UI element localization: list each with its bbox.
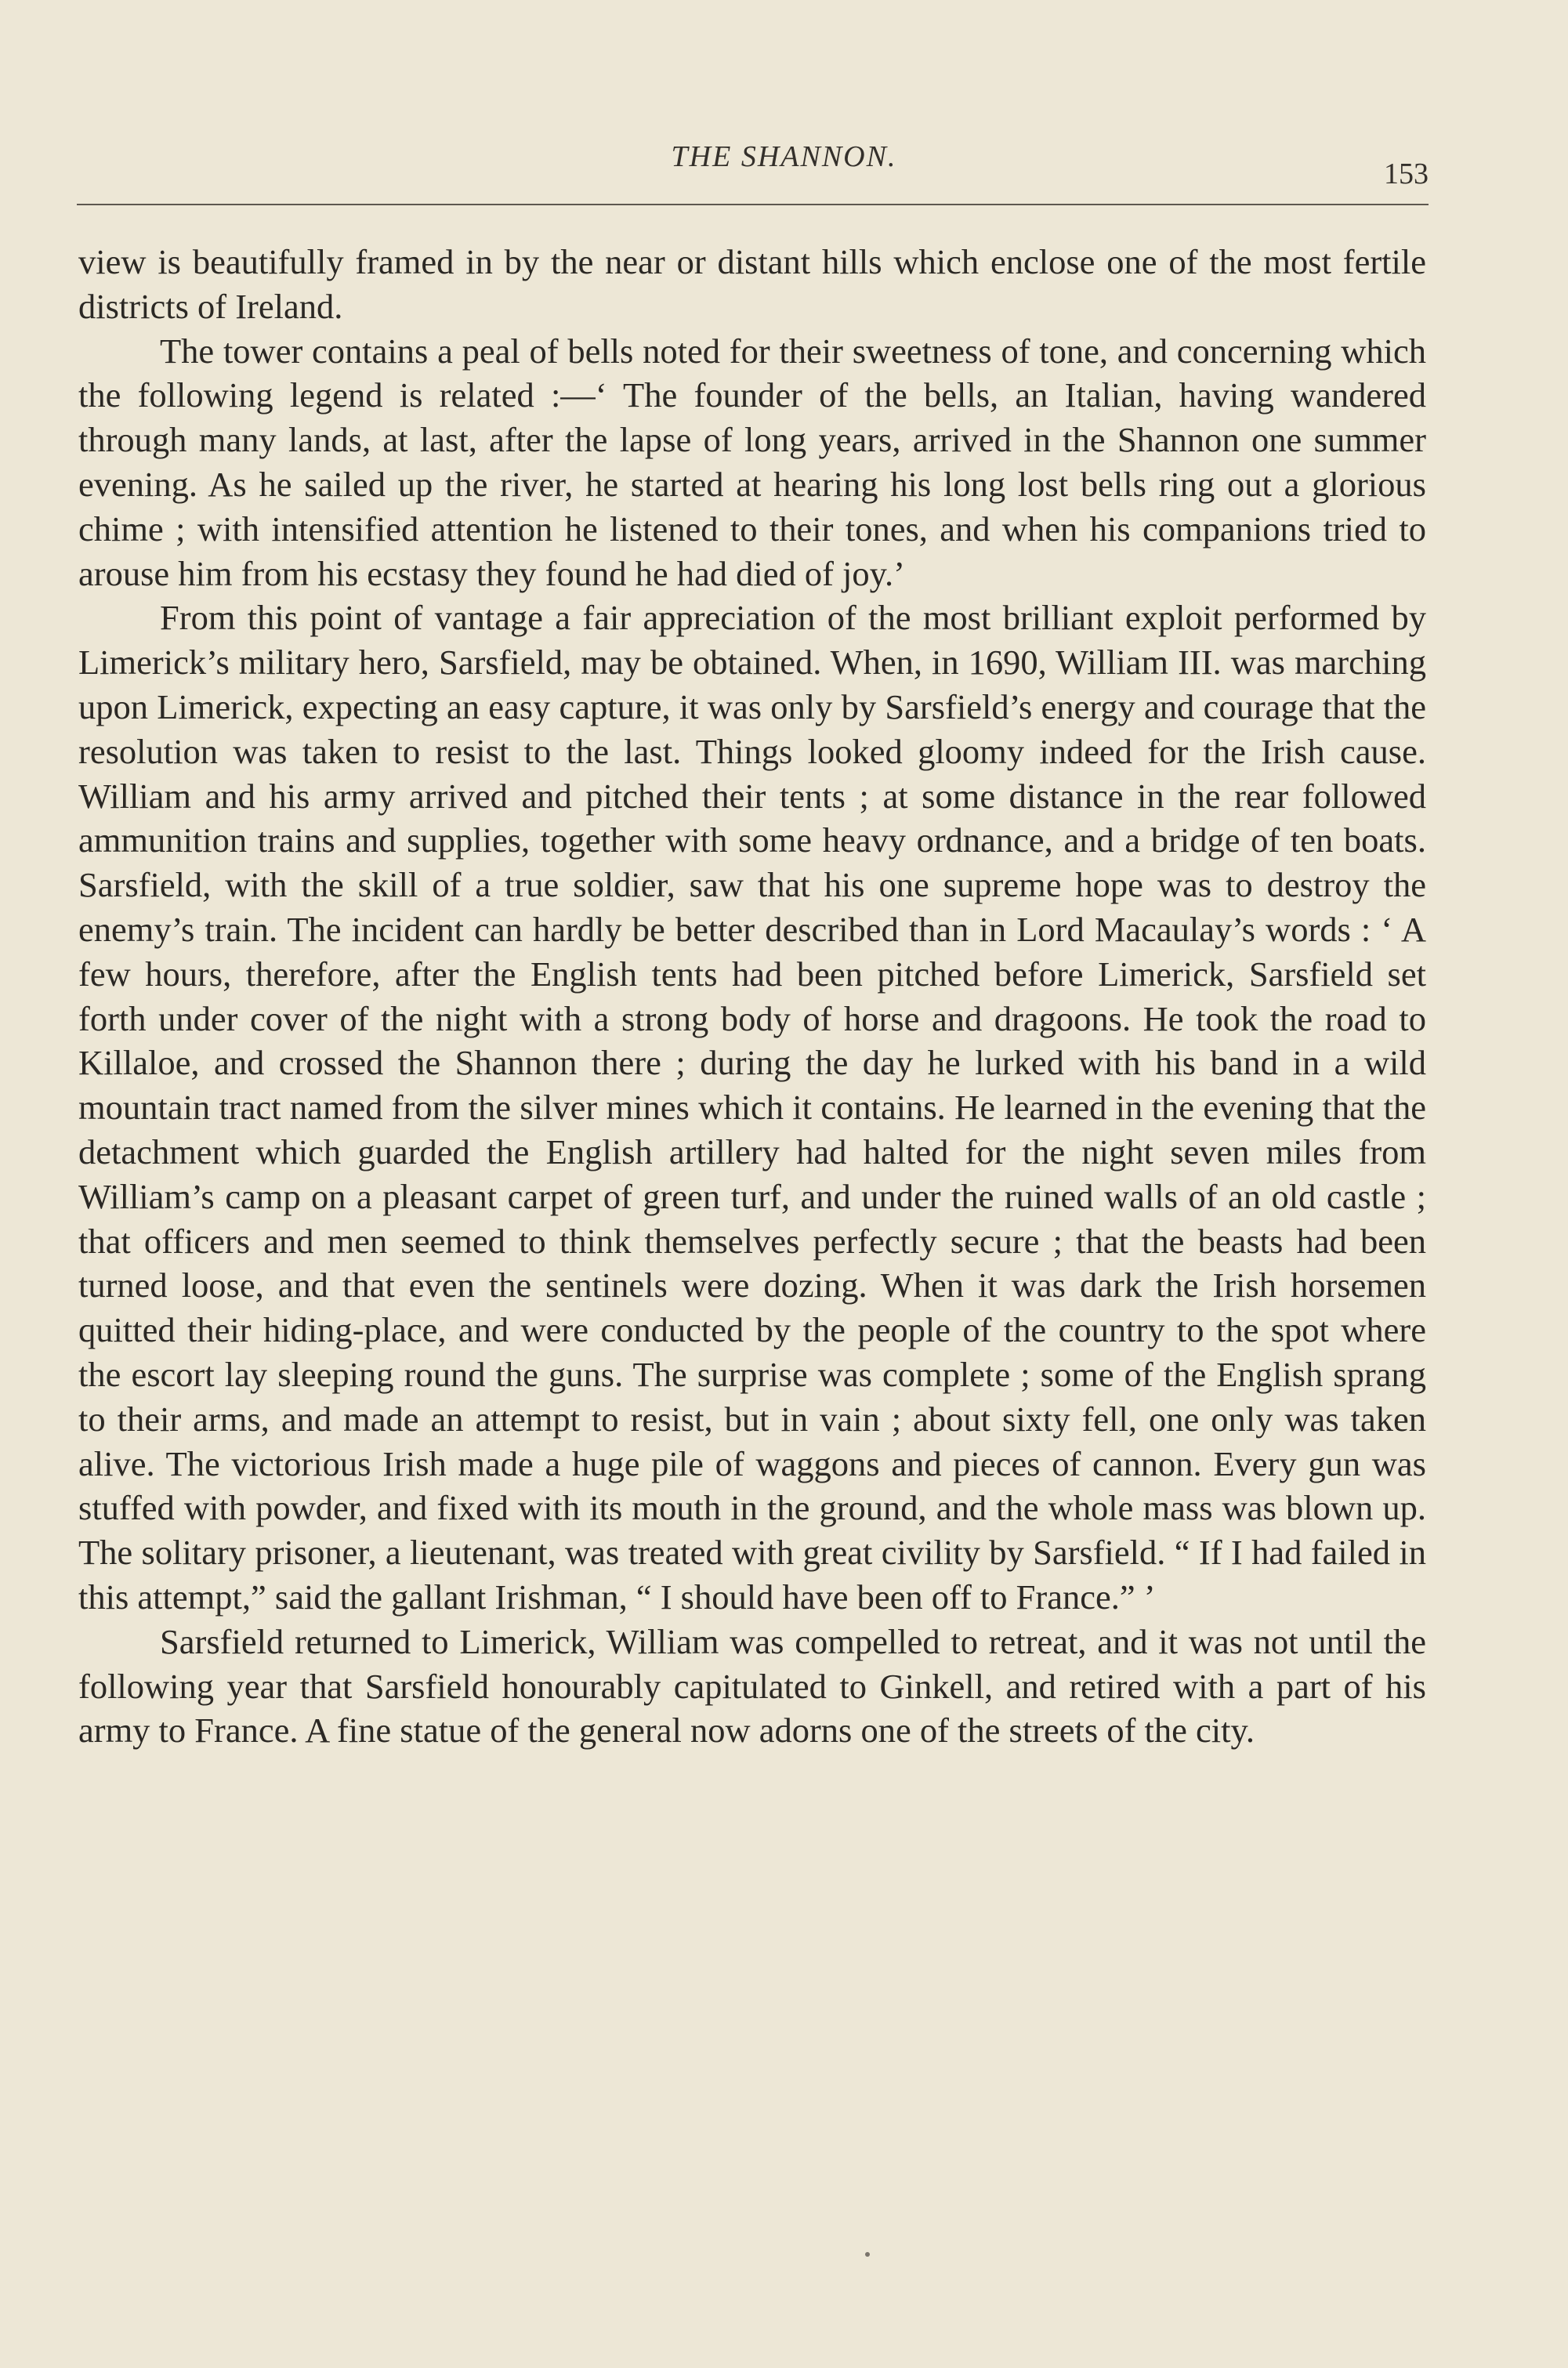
ink-speck (865, 2252, 870, 2257)
paragraph-1: view is beautifully framed in by the near or distant hills which enclose one of the most fertile districts of Ireland. (78, 242, 1426, 326)
running-head: THE SHANNON. (671, 140, 897, 173)
paragraph-3: From this point of vantage a fair appreciation of the most brilliant exploit performed by Limerick’s military hero, Sarsfield, may be obtained. When, in 1690, William III. was marching upon Limerick, expecting an easy capture, it was only by Sarsfield’s energy and courage that the resolution was taken to resist to the last. Things looked gloomy indeed for the Irish cause. William and his army arrived and pitched their tents ; at some distance in the rear followed ammunition trains and supplies, together with some heavy ordnance, and a bridge of ten boats. Sarsfield, with the skill of a true soldier, saw that his one supreme hope was to destroy the enemy’s train. The incident can hardly be better described than in Lord Macaulay’s words : ‘ A few hours, therefore, after the English tents had been pitched before Limerick, Sarsfield set forth under cover of the night with a strong body of horse and dragoons. He took the road to Killaloe, and crossed the Shannon there ; during the day he lurked with his band in a wild mountain tract named from the silver mines which it contains. He learned in the evening that the detachment which guarded the English artillery had halted for the night seven miles from William’s camp on a pleasant carpet of green turf, and under the ruined walls of an old castle ; that officers and men seemed to think themselves perfectly secure ; that the beasts had been turned loose, and that even the sentinels were dozing. When it was dark the Irish horsemen quitted their hiding-place, and were conducted by the people of the country to the spot where the escort lay sleeping round the guns. The surprise was complete ; some of the English sprang to their arms, and made an attempt to resist, but in vain ; about sixty fell, one only was taken alive. The victorious Irish made a huge pile of waggons and pieces of cannon. Every gun was stuffed with powder, and fixed with its mouth in the ground, and the whole mass was blown up. The solitary prisoner, a lieutenant, was treated with great civility by Sarsfield. “ If I had failed in this attempt,” said the gallant Irishman, “ I should have been off to France.” ’ (78, 598, 1426, 1617)
paragraph-2: The tower contains a peal of bells noted for their sweetness of tone, and concerning which the following legend is related :—‘ The founder of the bells, an Italian, having wandered through many lands, at last, after the lapse of long years, arrived in the Shannon one summer evening. As he sailed up the river, he started at hearing his long lost bells ring out a glorious chime ; with intensified attention he listened to their tones, and when his companions tried to arouse him from his ecstasy they found he had died of joy.’ (78, 331, 1426, 593)
paragraph-4: Sarsfield returned to Limerick, William was compelled to retreat, and it was not until the following year that Sarsfield honourably capitulated to Ginkell, and retired with a part of his army to France. A fine statue of the general now adorns one of the streets of the city. (78, 1621, 1426, 1751)
page-number: 153 (1384, 158, 1429, 190)
body-text (78, 240, 1426, 1753)
header-rule (77, 204, 1429, 205)
